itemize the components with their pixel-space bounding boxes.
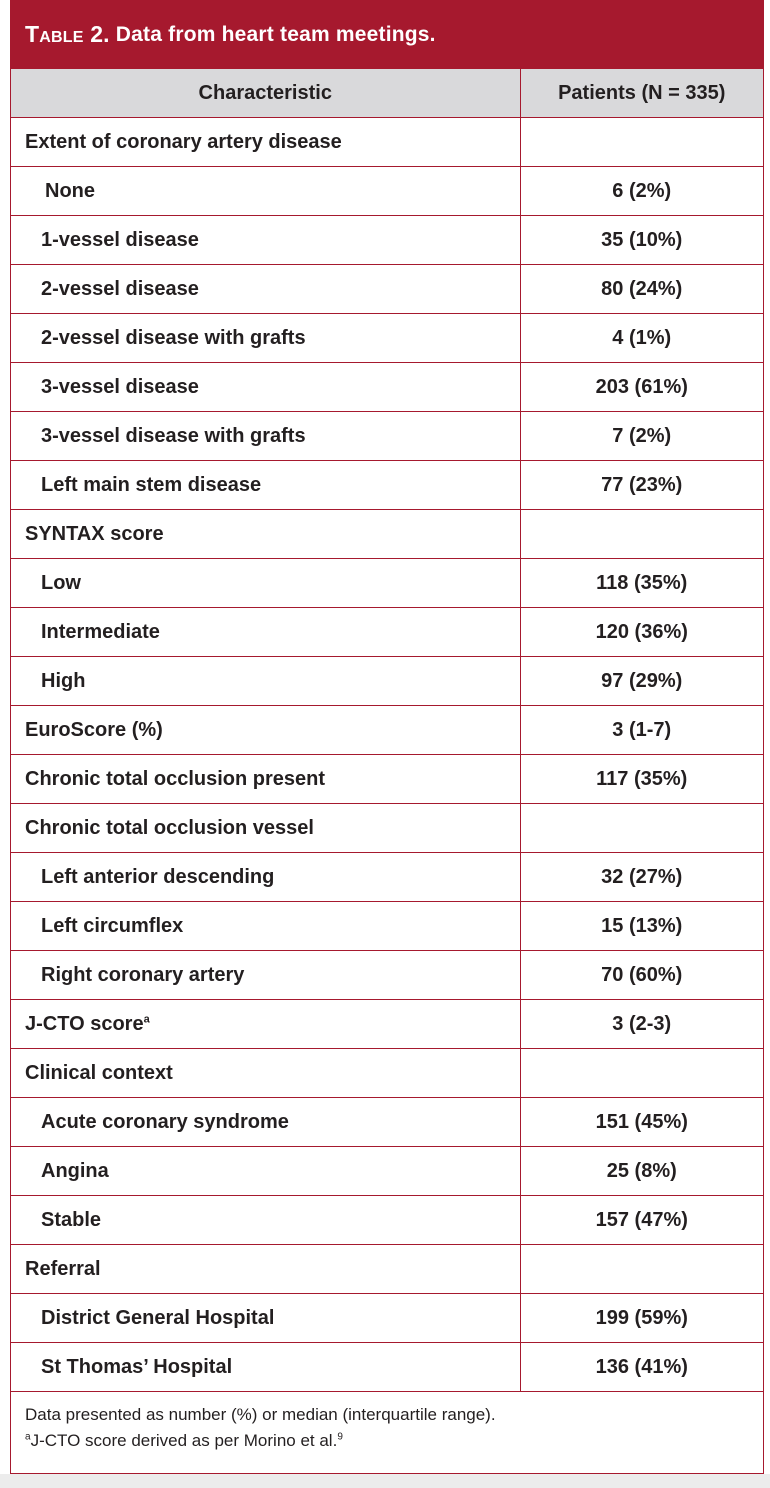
row-label-text: Extent of coronary artery disease (25, 130, 342, 153)
table-row (11, 706, 763, 755)
row-value: 7 (2%) (520, 412, 763, 461)
table-panel (10, 0, 764, 1474)
table-row (11, 461, 763, 510)
row-value (520, 1049, 763, 1098)
row-label (11, 755, 520, 804)
row-value: 203 (61%) (520, 363, 763, 412)
row-value: 25 (8%) (520, 1147, 763, 1196)
row-label (11, 461, 520, 510)
row-label-text: 3-vessel disease with grafts (41, 424, 306, 447)
row-label-text: Left anterior descending (41, 865, 275, 888)
row-label-text: Clinical context (25, 1061, 173, 1084)
row-label (11, 1196, 520, 1245)
header-patients: Patients (N = 335) (520, 69, 763, 118)
row-label-text: High (41, 669, 86, 692)
table-row (11, 608, 763, 657)
row-value (520, 118, 763, 167)
row-value: 3 (2-3) (520, 1000, 763, 1049)
row-value: 32 (27%) (520, 853, 763, 902)
row-label (11, 216, 520, 265)
page-bottom-band (0, 1474, 770, 1488)
header-row (11, 69, 763, 118)
footnote-2-ref: 9 (337, 1431, 343, 1443)
row-label-text: SYNTAX score (25, 522, 164, 545)
row-label-text: 2-vessel disease with grafts (41, 326, 306, 349)
row-label-text: Left main stem disease (41, 473, 262, 496)
table-row (11, 265, 763, 314)
row-label-text: Left circumflex (41, 914, 184, 937)
footnote-2-text: J-CTO score derived as per Morino et al. (30, 1431, 338, 1450)
row-value (520, 510, 763, 559)
row-label (11, 118, 520, 167)
row-label-text: Intermediate (41, 620, 160, 643)
table-row (11, 853, 763, 902)
table-row (11, 951, 763, 1000)
row-label (11, 1049, 520, 1098)
row-label (11, 412, 520, 461)
table-row (11, 510, 763, 559)
row-value: 157 (47%) (520, 1196, 763, 1245)
table-row (11, 1294, 763, 1343)
row-label-superscript: a (143, 1012, 150, 1025)
table-row (11, 902, 763, 951)
row-label-text: Acute coronary syndrome (41, 1110, 289, 1133)
row-value: 151 (45%) (520, 1098, 763, 1147)
table-row (11, 1098, 763, 1147)
row-label-text: Stable (41, 1208, 102, 1231)
table-title (11, 0, 763, 69)
table-row (11, 1000, 763, 1049)
row-value: 4 (1%) (520, 314, 763, 363)
table-row (11, 804, 763, 853)
row-label (11, 167, 520, 216)
row-value (520, 1245, 763, 1294)
row-label (11, 951, 520, 1000)
table-row (11, 755, 763, 804)
row-label-text: 2-vessel disease (41, 277, 199, 300)
row-label-text: EuroScore (%) (25, 718, 163, 741)
table-row (11, 1049, 763, 1098)
row-label (11, 608, 520, 657)
row-label (11, 902, 520, 951)
table-row (11, 1196, 763, 1245)
table-row (11, 118, 763, 167)
table-body (11, 118, 763, 1392)
row-label-text: District General Hospital (41, 1306, 275, 1329)
row-label (11, 363, 520, 412)
row-value: 199 (59%) (520, 1294, 763, 1343)
row-label-text: 3-vessel disease (41, 375, 199, 398)
table-row (11, 167, 763, 216)
data-table (11, 69, 763, 1392)
row-value: 70 (60%) (520, 951, 763, 1000)
row-label (11, 510, 520, 559)
row-label-text: Referral (25, 1257, 101, 1280)
row-value: 6 (2%) (520, 167, 763, 216)
row-value: 118 (35%) (520, 559, 763, 608)
row-label (11, 1245, 520, 1294)
row-label-text: Chronic total occlusion present (25, 767, 326, 790)
row-value: 80 (24%) (520, 265, 763, 314)
footnote-2 (25, 1428, 749, 1454)
row-value: 15 (13%) (520, 902, 763, 951)
table-row (11, 216, 763, 265)
footnote-1: Data presented as number (%) or median (interquartile range). (25, 1405, 496, 1424)
row-label (11, 559, 520, 608)
table-row (11, 412, 763, 461)
row-label (11, 1147, 520, 1196)
row-value: 117 (35%) (520, 755, 763, 804)
row-label (11, 1000, 520, 1049)
row-label-text: Low (41, 571, 81, 594)
row-label-text: 1-vessel disease (41, 228, 199, 251)
table-row (11, 1245, 763, 1294)
row-label-text: J-CTO score (25, 1012, 144, 1035)
row-label (11, 1294, 520, 1343)
row-label-text: Angina (41, 1159, 109, 1182)
header-characteristic: Characteristic (11, 69, 520, 118)
table-title-text: Data from heart team meetings. (115, 22, 436, 46)
row-value: 77 (23%) (520, 461, 763, 510)
row-value: 120 (36%) (520, 608, 763, 657)
row-label (11, 804, 520, 853)
table-row (11, 559, 763, 608)
row-label (11, 657, 520, 706)
row-label (11, 1343, 520, 1392)
row-value: 136 (41%) (520, 1343, 763, 1392)
table-row (11, 363, 763, 412)
row-label-text: Right coronary artery (41, 963, 245, 986)
table-row (11, 1343, 763, 1392)
table-row (11, 314, 763, 363)
row-label (11, 265, 520, 314)
table-title-lead: Table 2. (25, 21, 110, 47)
row-label (11, 853, 520, 902)
row-label-text: St Thomas’ Hospital (41, 1355, 233, 1378)
row-value: 3 (1-7) (520, 706, 763, 755)
table-footnotes (11, 1392, 763, 1454)
footnote-2-marker: a (25, 1431, 31, 1443)
table-row (11, 657, 763, 706)
row-value: 35 (10%) (520, 216, 763, 265)
row-label-text: Chronic total occlusion vessel (25, 816, 314, 839)
row-label-text: None (45, 179, 95, 202)
row-label (11, 1098, 520, 1147)
row-label (11, 314, 520, 363)
row-label (11, 706, 520, 755)
row-value (520, 804, 763, 853)
row-value: 97 (29%) (520, 657, 763, 706)
table-row (11, 1147, 763, 1196)
